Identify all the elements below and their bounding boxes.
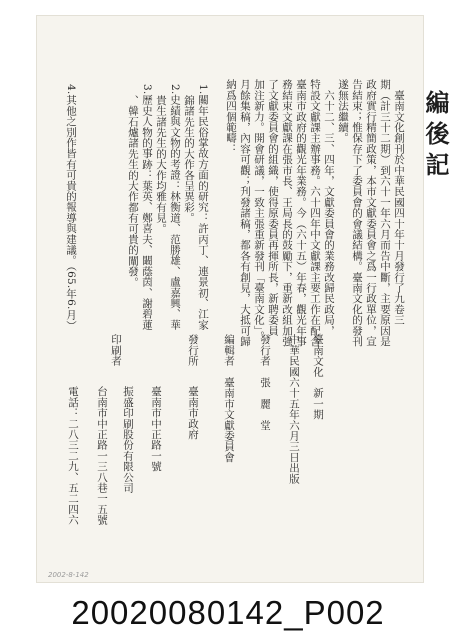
colophon-printer-label: 印刷者 <box>110 334 122 367</box>
body-column-10: 了文獻委員會的組織，使得原委員再揮所長，新聘委員 <box>267 79 279 336</box>
list-item-3: 3.歷史人物的事跡：葉英、鄭喜夫、闞蔭茵、謝碧蓮 <box>141 84 153 330</box>
list-item-4: 4.其他之別作皆有可貴的報導與建議。（65.年6.月） <box>65 84 77 331</box>
colophon-issuer-name: 臺南市政府 <box>187 386 199 440</box>
body-column-13: 納爲四個範疇： <box>225 79 237 154</box>
body-column-11: 加注新力。開會研議，一致主張重新發刊「臺南文化」。 <box>253 79 265 342</box>
list-item-1: 1.關年民俗掌故方面的研究：許丙丁、連景初、江家 <box>197 84 209 330</box>
list-item-3-cont: 、韓石爐諸先生的大作都有可貴的闡發。 <box>127 84 139 288</box>
list-item-2-cont: 貴生諸先生的大作均雅有見。 <box>155 84 167 234</box>
list-item-1-cont: 錦諸先生的大作各呈異彩。 <box>183 84 195 224</box>
body-column-7: 特設文獻課主辦事務。六十四年中文獻課主要工作在配合 <box>309 79 321 347</box>
colophon-editor: 編輯者 臺南市文獻委員會 <box>223 334 235 463</box>
colophon-printer-name: 振盛印刷股份有限公司 <box>122 386 134 493</box>
body-column-5: 遂無法繼續。 <box>337 79 349 144</box>
pencil-catalog-note: 2002-8-142 <box>48 571 89 579</box>
colophon-journal-title: 臺南文化 新一期 <box>312 334 324 420</box>
body-column-12: 月餘集稿，內容可觀；刋發諸稿，都各有創見，大抵可歸 <box>239 79 251 347</box>
colophon-printer-address: 台南市中正路一三八巷一五號 <box>96 386 108 526</box>
page-title: 編後記 <box>421 90 450 183</box>
colophon-issuer-label: 發行所 <box>187 334 199 367</box>
body-column-6: 六十二、三、四年，文獻委員會的業務改歸民政局， <box>323 79 335 336</box>
body-column-2: 期（計三十二期）到六十一年六月而告中斷，主要原因是 <box>379 79 391 347</box>
colophon-issuer-address: 臺南市中正路一號 <box>150 386 162 472</box>
colophon-printer-phone: 電話：二八三二九、五二四六 <box>67 386 79 526</box>
page-paper <box>37 16 450 582</box>
colophon-date: 中華民國六十五年六月三日出版 <box>288 334 300 484</box>
body-column-3: 政府實行精簡政策，本市文獻委員會之爲一行政單位，宣 <box>365 79 377 347</box>
colophon-publisher: 發行者 張 麗 堂 <box>259 334 271 431</box>
body-column-1: 臺南文化創刊於中華民國四十年十月發行了九卷三 <box>393 79 405 326</box>
body-column-8: 臺南市政府的觀光年業務。今（六十五）年春，觀光年事 <box>295 79 307 347</box>
list-item-2: 2.史績與文物的考證：林衡道、范勝雄、盧嘉興、華 <box>169 84 181 330</box>
image-id-label: 20020080142_P002 <box>71 594 385 631</box>
body-column-9: 務結束文獻課在張市長、王局長的鼓勵下，重新改組加強 <box>281 79 293 347</box>
body-column-4: 告結束；惟保存下了委員會的會議結構。臺南文化的發刊 <box>351 79 363 347</box>
